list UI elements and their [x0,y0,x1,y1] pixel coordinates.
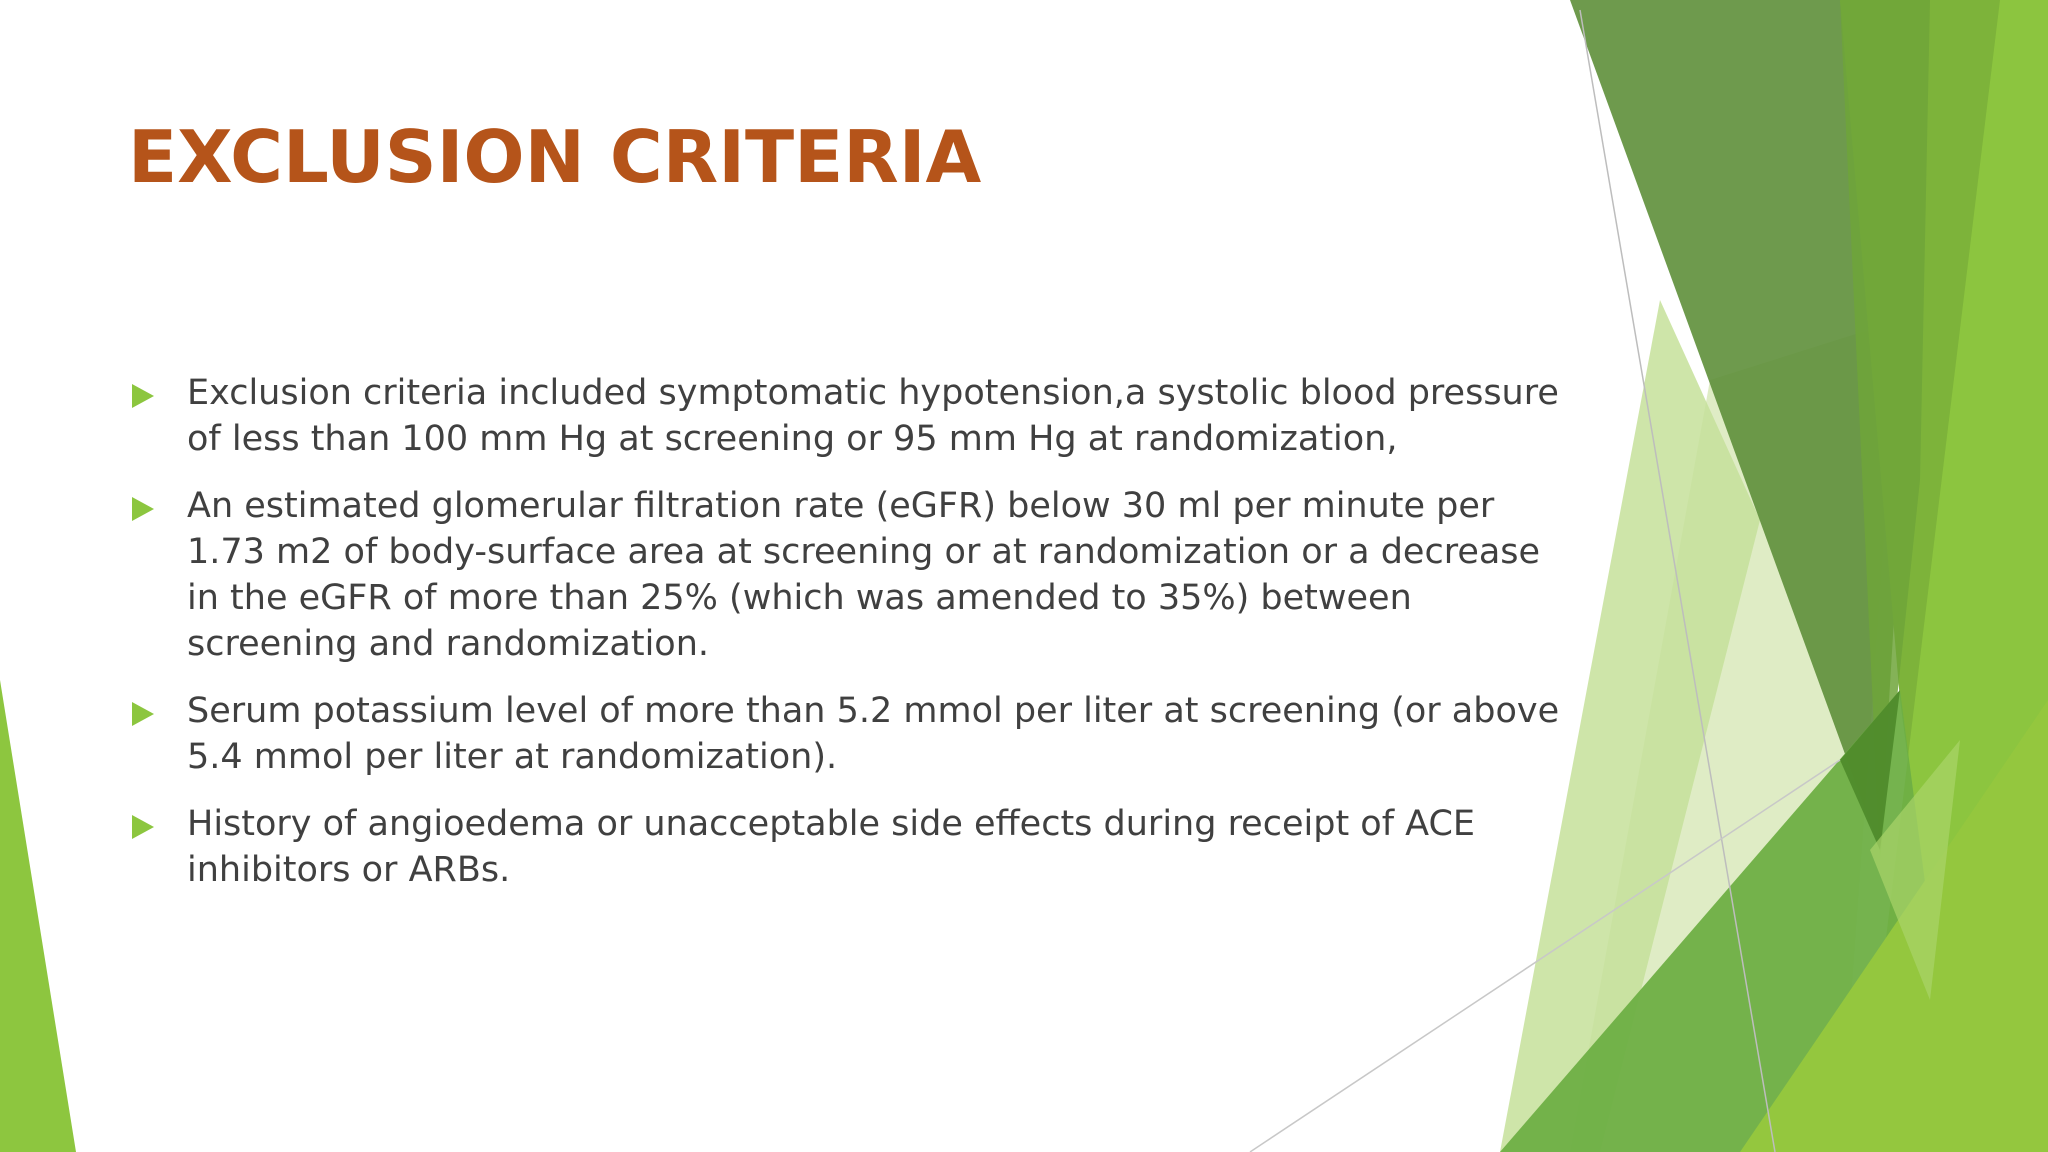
bullet-item [132,801,1572,893]
bullet-item [132,370,1572,462]
bullet-item [132,688,1572,780]
triangle-right-icon [132,497,154,521]
bullet-text: Exclusion criteria included symptomatic hypotension,a systolic blood pressure of less than 100 mm Hg at screening or 95 mm Hg at randomization, [187,373,1559,459]
bullet-text: Serum potassium level of more than 5.2 mmol per liter at screening (or above 5.4 mmol per liter at randomization). [187,691,1560,777]
triangle-right-icon [132,815,154,839]
bullet-text: History of angioedema or unacceptable side effects during receipt of ACE inhibitors or ARBs. [187,804,1476,890]
left-green-sliver [0,680,76,1152]
bullet-list [132,370,1572,914]
bullet-item [132,483,1572,667]
bullet-text: An estimated glomerular filtration rate (eGFR) below 30 ml per minute per 1.73 m2 of body-surface area at screening or at randomization or a decrease in the eGFR of more than 25% (which was amended to 35%) between screening and randomization. [187,486,1541,664]
triangle-right-icon [132,702,154,726]
triangle-right-icon [132,384,154,408]
slide-title: EXCLUSION CRITERIA [128,115,982,199]
